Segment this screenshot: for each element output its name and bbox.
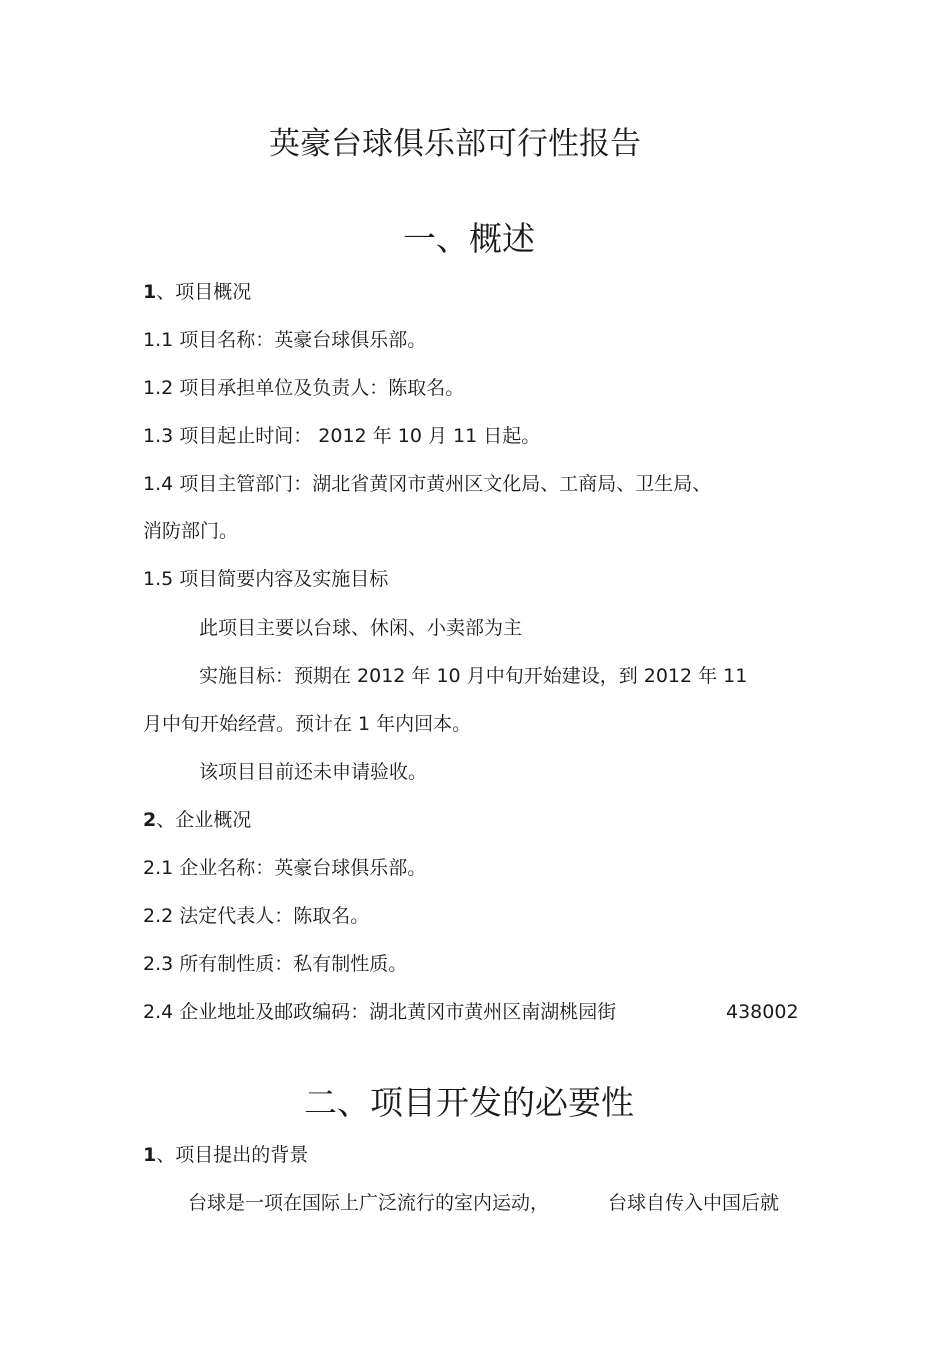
subheading-background — [143, 1143, 308, 1167]
paragraph-acceptance-status: 该项目目前还未申请验收。 — [199, 761, 428, 783]
item-1-1: 1.1 项目名称：英豪台球俱乐部。 — [143, 329, 427, 351]
subheading-text: 、企业概况 — [156, 809, 252, 831]
subheading-number: 2 — [143, 809, 157, 831]
paragraph-goal-line1: 实施目标：预期在 2012 年 10 月中旬开始建设，到 2012 年 11 — [199, 665, 748, 687]
postal-code: 438002 — [726, 1001, 799, 1023]
subheading-number: 1 — [143, 1144, 157, 1166]
item-1-4: 1.4 项目主管部门：湖北省黄冈市黄州区文化局、工商局、卫生局、 — [143, 473, 712, 495]
item-2-1: 2.1 企业名称：英豪台球俱乐部。 — [143, 857, 427, 879]
section-heading-overview: 一、概述 — [403, 219, 535, 258]
item-1-5: 1.5 项目简要内容及实施目标 — [143, 568, 389, 590]
subheading-project-overview — [143, 280, 251, 304]
subheading-text: 、项目提出的背景 — [156, 1144, 309, 1166]
paragraph-background-part1: 台球是一项在国际上广泛流行的室内运动， — [188, 1192, 550, 1214]
item-2-2: 2.2 法定代表人：陈取名。 — [143, 905, 370, 927]
paragraph-project-scope: 此项目主要以台球、休闲、小卖部为主 — [199, 617, 523, 639]
item-2-4-address: 2.4 企业地址及邮政编码：湖北黄冈市黄州区南湖桃园街 — [143, 1001, 617, 1023]
item-1-2: 1.2 项目承担单位及负责人：陈取名。 — [143, 377, 465, 399]
subheading-number: 1 — [143, 281, 157, 303]
document-title: 英豪台球俱乐部可行性报告 — [269, 126, 641, 162]
subheading-text: 、项目概况 — [156, 281, 252, 303]
section-heading-necessity: 二、项目开发的必要性 — [304, 1083, 634, 1122]
item-1-3: 1.3 项目起止时间： 2012 年 10 月 11 日起。 — [143, 425, 541, 447]
item-1-4-continued: 消防部门。 — [143, 520, 239, 542]
item-2-3: 2.3 所有制性质：私有制性质。 — [143, 953, 408, 975]
paragraph-goal-line2: 月中旬开始经营。预计在 1 年内回本。 — [143, 713, 472, 735]
paragraph-background-part2: 台球自传入中国后就 — [608, 1192, 780, 1214]
subheading-company-overview — [143, 808, 251, 832]
